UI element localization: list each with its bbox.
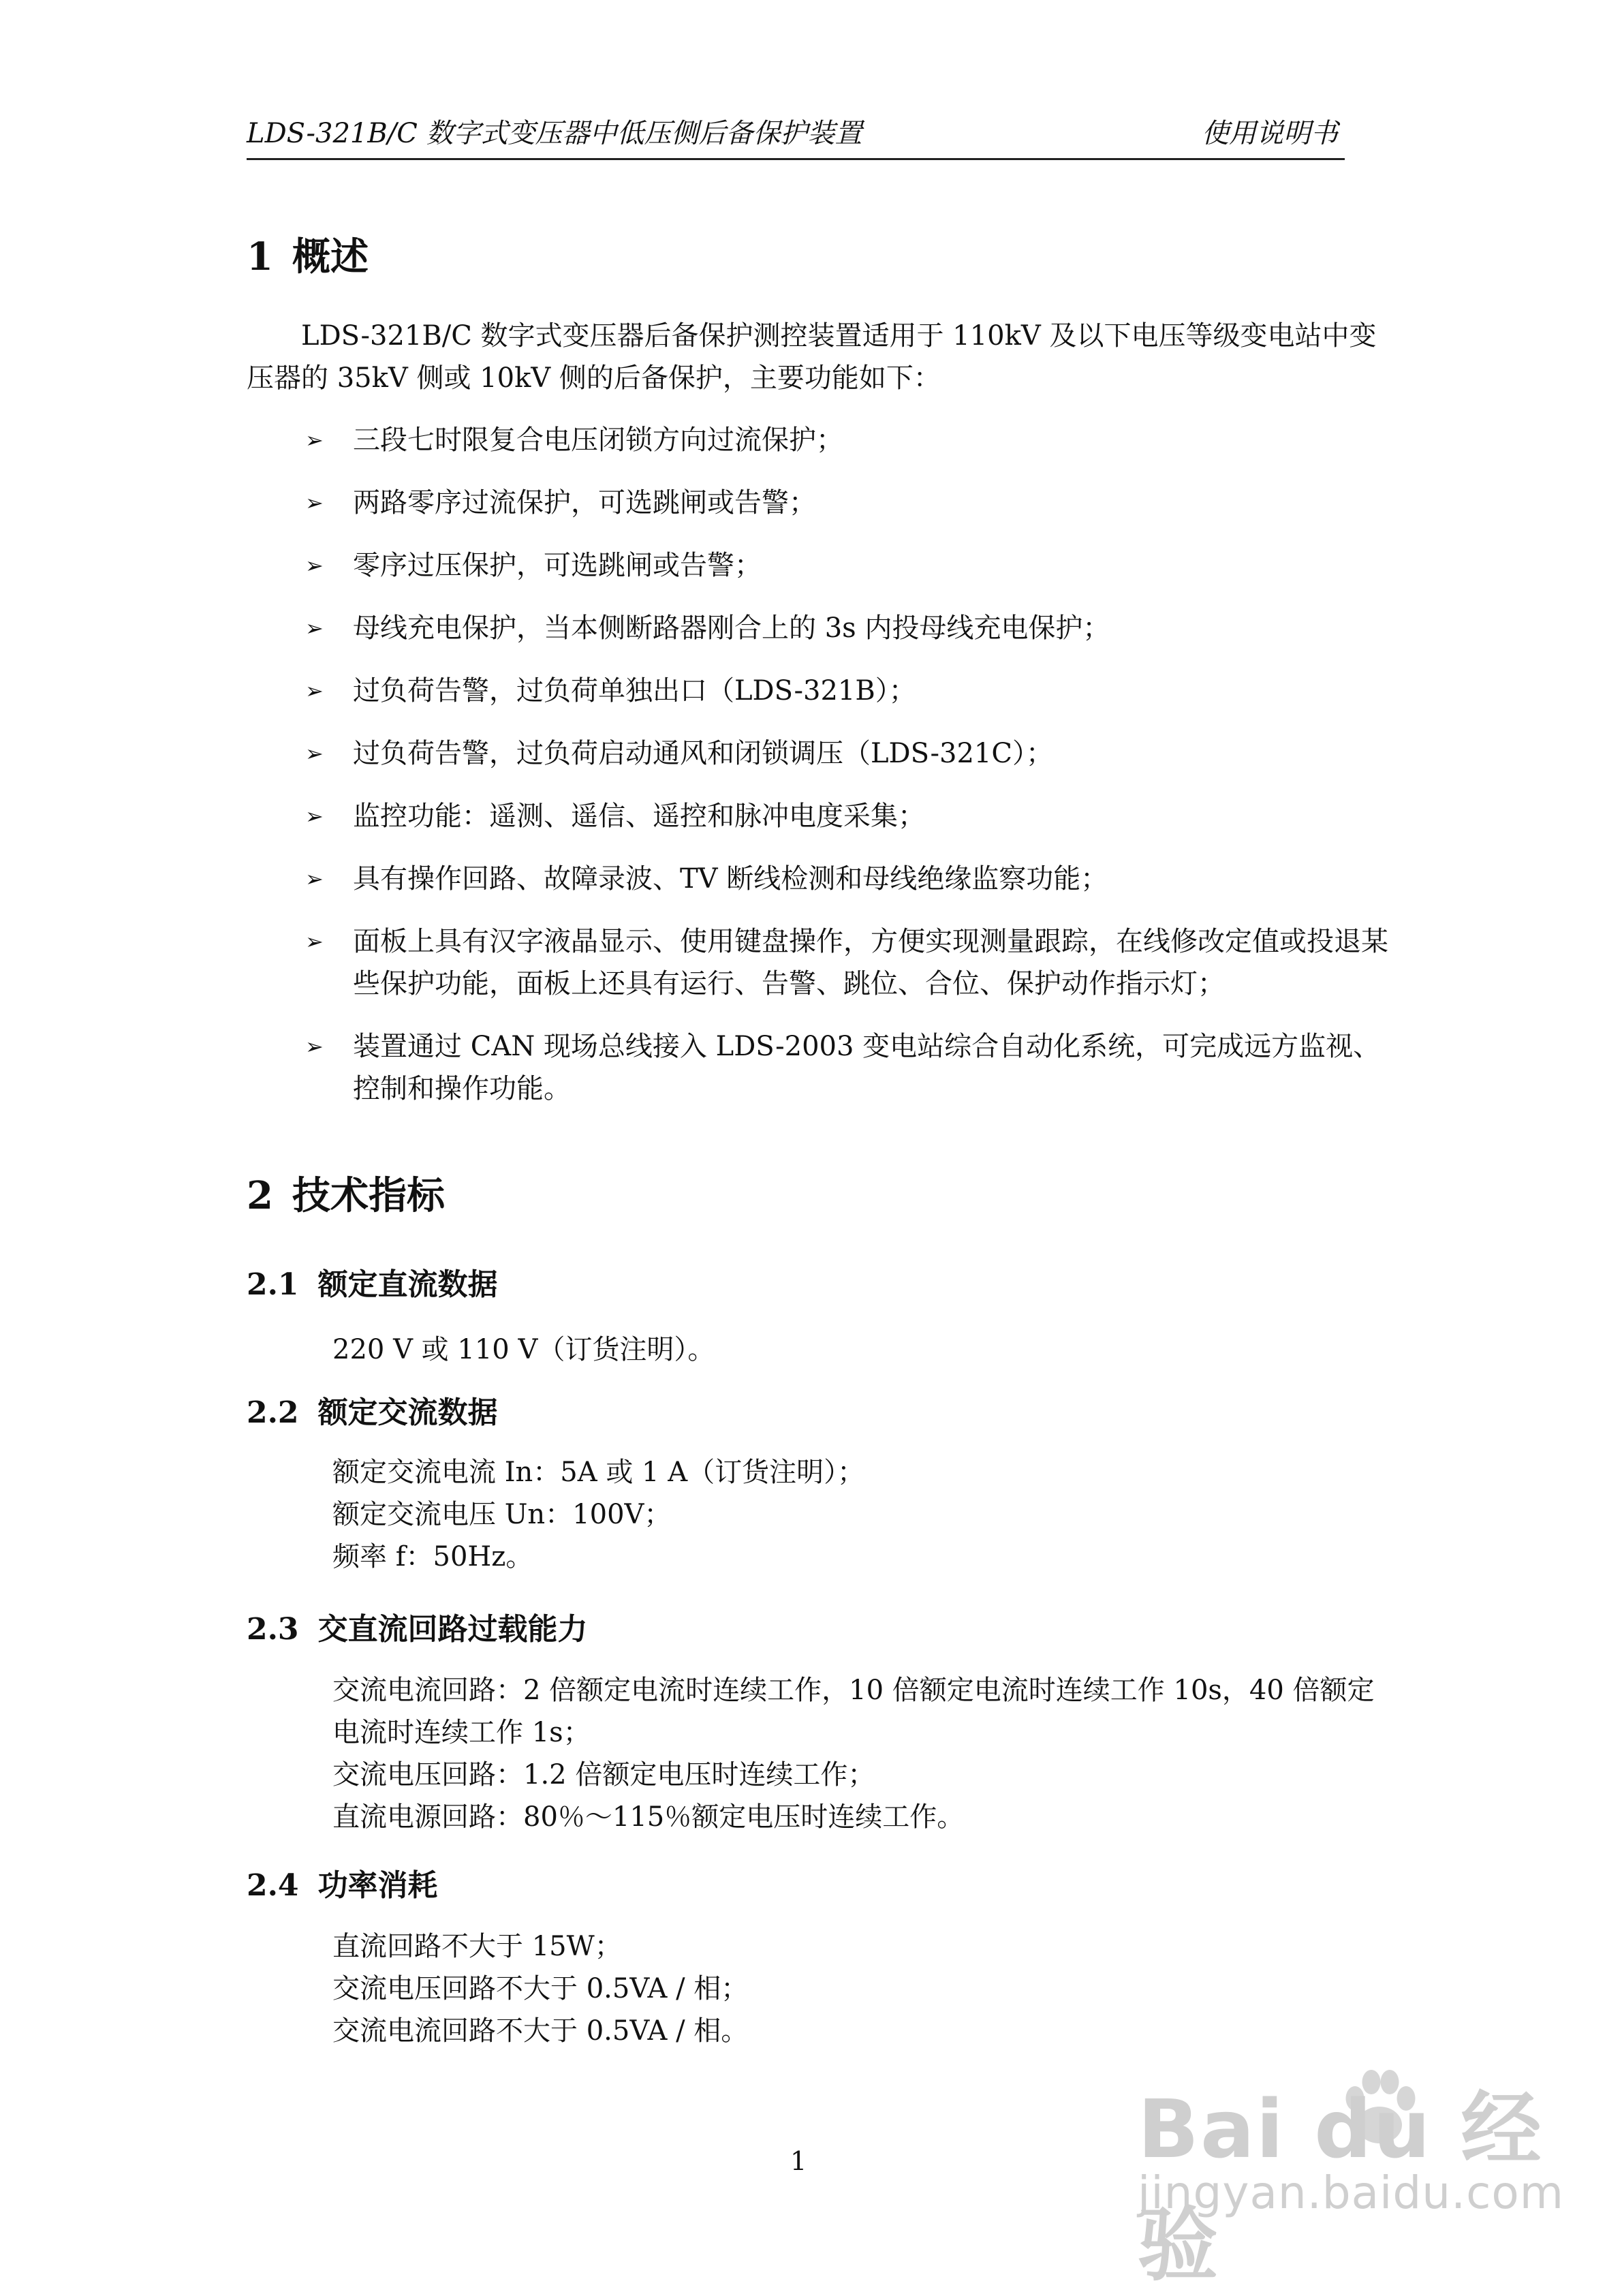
body-line: 交流电压回路：1.2 倍额定电压时连续工作； xyxy=(332,1759,875,1790)
subsection-number: 2.3 xyxy=(247,1612,299,1647)
subsection-number: 2.1 xyxy=(247,1267,299,1302)
subsection-heading xyxy=(247,1394,498,1432)
subsection-title: 交直流回路过载能力 xyxy=(317,1612,588,1647)
feature-list xyxy=(305,419,1395,1130)
list-item xyxy=(305,858,1395,900)
section-2-title: 技术指标 xyxy=(292,1173,445,1218)
body-line: 直流回路不大于 15W； xyxy=(332,1931,622,1962)
section-1-title: 概述 xyxy=(292,234,369,279)
list-item-text: 过负荷告警，过负荷启动通风和闭锁调压（LDS-321C）； xyxy=(353,738,1053,769)
list-item-text: 面板上具有汉字液晶显示、使用键盘操作，方便实现测量跟踪，在线修改定值或投退某些保护功能，面板上还具有运行、告警、跳位、合位、保护动作指示灯； xyxy=(353,926,1388,999)
arrow-bullet-icon: ➢ xyxy=(305,553,324,578)
body-line: 220 V 或 110 V（订货注明）。 xyxy=(332,1334,715,1365)
list-item-text: 过负荷告警，过负荷单独出口（LDS-321B）； xyxy=(353,675,916,707)
section-2-number: 2 xyxy=(247,1173,273,1218)
arrow-bullet-icon: ➢ xyxy=(305,741,324,766)
list-item-text: 两路零序过流保护，可选跳闸或告警； xyxy=(353,487,816,518)
list-item-text: 零序过压保护，可选跳闸或告警； xyxy=(353,550,762,581)
section-1-heading xyxy=(247,233,369,281)
list-item xyxy=(305,419,1395,461)
subsection-number: 2.4 xyxy=(247,1868,299,1903)
body-line: 额定交流电压 Un：100V； xyxy=(332,1499,672,1530)
subsection-heading xyxy=(247,1266,498,1304)
list-item xyxy=(305,482,1395,524)
body-line: 直流电源回路：80％～115％额定电压时连续工作。 xyxy=(332,1801,965,1833)
arrow-bullet-icon: ➢ xyxy=(305,803,324,829)
watermark-url: jingyan.baidu.com xyxy=(1138,2167,1565,2219)
list-item-text: 具有操作回路、故障录波、TV 断线检测和母线绝缘监察功能； xyxy=(353,863,1108,895)
arrow-bullet-icon: ➢ xyxy=(305,427,324,453)
subsection-body xyxy=(332,1451,1395,1578)
body-line: 交流电压回路不大于 0.5VA / 相； xyxy=(332,1973,749,2004)
section-1-intro: LDS-321B/C 数字式变压器后备保护测控装置适用于 110kV 及以下电压等级变电站中变压器的 35kV 侧或 10kV 侧的后备保护，主要功能如下： xyxy=(247,320,1377,394)
arrow-bullet-icon: ➢ xyxy=(305,929,324,955)
list-item xyxy=(305,732,1395,775)
body-line: 交流电流回路不大于 0.5VA / 相。 xyxy=(332,2015,749,2047)
subsection-heading xyxy=(247,1611,588,1649)
section-2-heading xyxy=(247,1172,445,1220)
list-item-text: 监控功能：遥测、遥信、遥控和脉冲电度采集； xyxy=(353,801,925,832)
body-line: 频率 f：50Hz。 xyxy=(332,1541,533,1572)
page-number: 1 xyxy=(790,2146,807,2176)
subsection-body xyxy=(332,1925,1395,2052)
arrow-bullet-icon: ➢ xyxy=(305,615,324,641)
arrow-bullet-icon: ➢ xyxy=(305,866,324,892)
body-line: 交流电流回路：2 倍额定电流时连续工作，10 倍额定电流时连续工作 10s，40 倍额定电流时连续工作 1s； xyxy=(332,1675,1375,1748)
section-1-number: 1 xyxy=(247,234,273,279)
list-item xyxy=(305,795,1395,837)
subsection-heading xyxy=(247,1867,438,1905)
list-item xyxy=(305,1025,1395,1110)
arrow-bullet-icon: ➢ xyxy=(305,678,324,704)
list-item xyxy=(305,920,1395,1005)
subsection-title: 额定交流数据 xyxy=(317,1395,498,1430)
baidu-jingyan-watermark xyxy=(1138,2058,1565,2292)
arrow-bullet-icon: ➢ xyxy=(305,490,324,516)
list-item-text: 三段七时限复合电压闭锁方向过流保护； xyxy=(353,424,843,456)
watermark-logo-text: Bai du 经验 xyxy=(1138,2082,1543,2292)
arrow-bullet-icon: ➢ xyxy=(305,1034,324,1059)
subsection-number: 2.2 xyxy=(247,1395,299,1430)
body-line: 额定交流电流 In：5A 或 1 A（订货注明）； xyxy=(332,1457,865,1488)
list-item xyxy=(305,670,1395,712)
list-item xyxy=(305,607,1395,649)
list-item xyxy=(305,544,1395,587)
list-item-text: 母线充电保护，当本侧断路器刚合上的 3s 内投母线充电保护； xyxy=(353,612,1110,644)
subsection-title: 额定直流数据 xyxy=(317,1267,498,1302)
page-header xyxy=(247,116,1345,160)
header-title: LDS-321B/C 数字式变压器中低压侧后备保护装置 xyxy=(247,118,862,149)
header-doc-type: 使用说明书 xyxy=(1202,118,1338,149)
list-item-text: 装置通过 CAN 现场总线接入 LDS-2003 变电站综合自动化系统，可完成远方监视、控制和操作功能。 xyxy=(353,1031,1381,1104)
subsection-title: 功率消耗 xyxy=(317,1868,438,1903)
subsection-body xyxy=(332,1669,1395,1838)
subsection-body xyxy=(332,1329,1395,1371)
